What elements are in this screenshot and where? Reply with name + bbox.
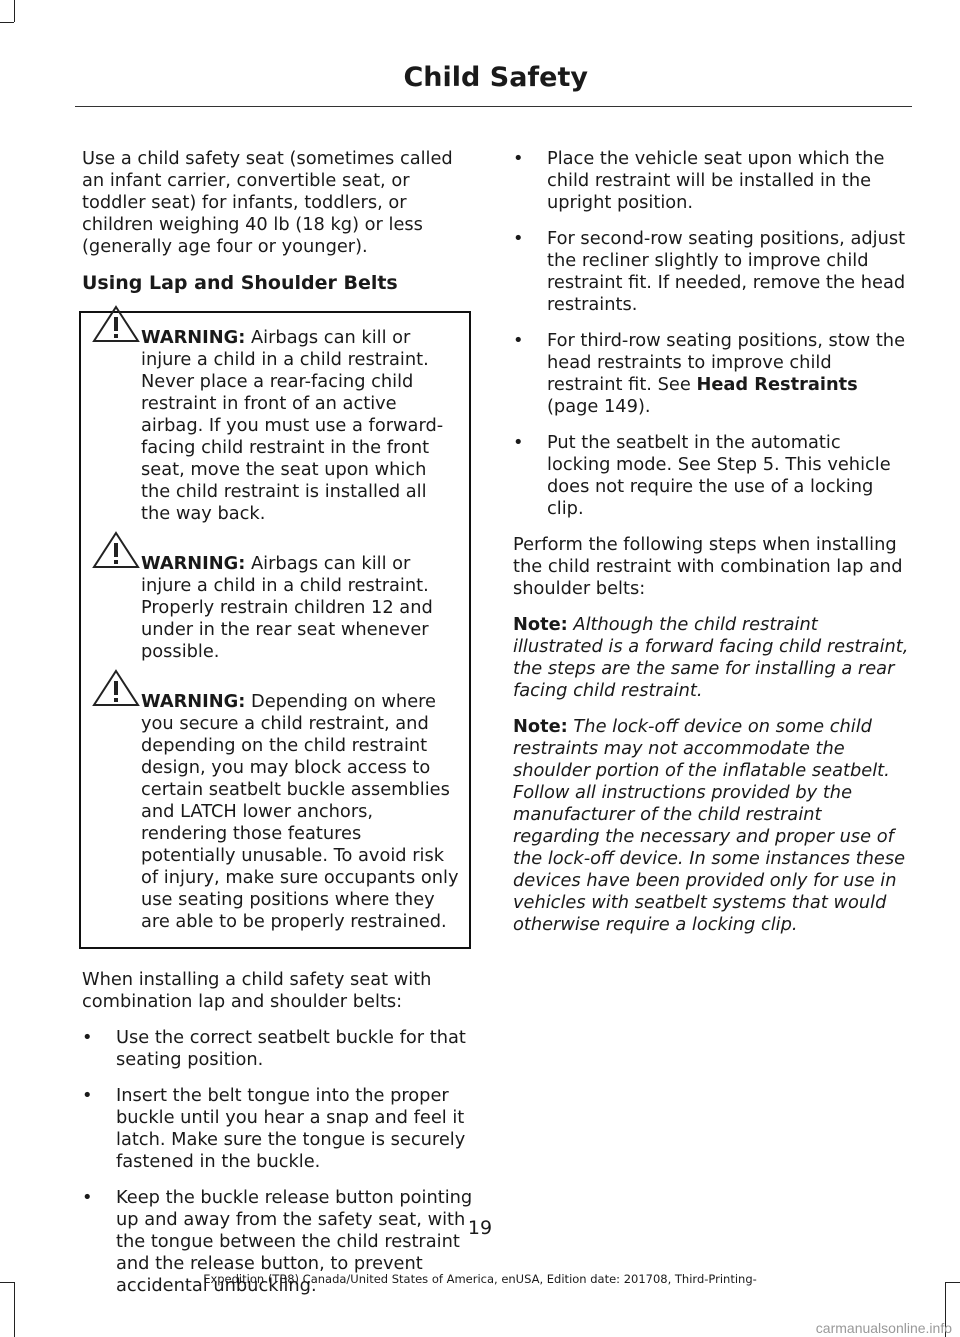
list-item: • Use the correct seatbelt buckle for that seating position.: [82, 1027, 474, 1071]
note-text: The lock-off device on some child restraints may not accommodate the shoulder portion of the inflatable seatbelt. Follow all instructions provided by the manufacturer of the child restraint regarding the necessary and proper use of the lock-off device. In some instances these devices have been provided only for use in vehicles with seatbelt systems that would otherwise require a locking clip.: [513, 716, 906, 935]
prep-bullet-list: [513, 148, 909, 520]
warning-text: Depending on where you secure a child restraint, and depending on the child restraint design, you may block access to certain seatbelt buckle assemblies and LATCH lower anchors, rendering those features potentially unusable. To avoid risk of injury, make sure occupants only use seating positions where they are able to be properly restrained.: [141, 691, 459, 932]
crop-mark-top-left: [14, 0, 15, 22]
note-2: [513, 716, 909, 936]
warning-1-body: [85, 327, 461, 525]
warning-box: [79, 311, 471, 949]
warning-3-body: [85, 691, 461, 933]
footer-edition-text: Expedition (TB8) Canada/United States of America, enUSA, Edition date: 201708, Third-Printing-: [203, 1272, 757, 1286]
watermark: carmanualsonline.info: [815, 1320, 952, 1336]
header-divider: [75, 106, 912, 107]
left-column: [82, 148, 474, 1311]
page-number: 19: [467, 1217, 493, 1239]
warning-triangle-icon: [91, 669, 141, 707]
steps-intro: Perform the following steps when installing the child restraint with combination lap and shoulder belts:: [513, 534, 903, 599]
note-text: Although the child restraint illustrated is a forward facing child restraint, the steps are the same for installing a rear facing child restraint.: [513, 614, 909, 701]
list-item: • Keep the buckle release button pointing up and away from the safety seat, with the tongue between the child restraint and the release button, to prevent accidental unbuckling.: [82, 1187, 474, 1297]
crop-mark-bottom-left: [14, 1282, 15, 1337]
note-1: [513, 614, 909, 702]
note-label: Note:: [513, 614, 568, 635]
list-item: • Place the vehicle seat upon which the child restraint will be installed in the upright position.: [513, 148, 909, 214]
warning-triangle-icon: [91, 531, 141, 569]
crop-mark-left-upper: [0, 22, 14, 23]
warning-label: WARNING:: [141, 327, 246, 348]
list-item: • For second-row seating positions, adjust the recliner slightly to improve child restraint fit. If needed, remove the head restraints.: [513, 228, 909, 316]
install-bullet-list: [82, 1027, 474, 1297]
page-title: Child Safety: [403, 62, 588, 93]
warning-2-body: [85, 553, 461, 663]
warning-label: WARNING:: [141, 553, 246, 574]
list-item: [513, 330, 909, 418]
warning-text: Airbags can kill or injure a child in a child restraint. Properly restrain children 12 and under in the rear seat whenever possible.: [141, 553, 433, 662]
warning-text: Airbags can kill or injure a child in a child restraint. Never place a rear-facing child restraint in front of an active airbag. If you must use a forward-facing child restraint in the front seat, move the seat upon which the child restraint is installed all the way back.: [141, 327, 444, 524]
section-heading: Using Lap and Shoulder Belts: [82, 272, 398, 294]
warning-3: [85, 691, 461, 933]
right-column: [513, 148, 909, 950]
head-restraints-link[interactable]: Head Restraints: [696, 374, 858, 395]
intro-paragraph: Use a child safety seat (sometimes called an infant carrier, convertible seat, or toddler seat) for infants, toddlers, or children weighing 40 lb (18 kg) or less (generally age four or younger).: [82, 148, 453, 257]
bullet-text: For third-row seating positions, stow the head restraints to improve child restraint fit. See: [547, 330, 906, 395]
warning-label: WARNING:: [141, 691, 246, 712]
install-intro: When installing a child safety seat with combination lap and shoulder belts:: [82, 969, 432, 1012]
warning-1: [85, 327, 461, 525]
list-item: • Put the seatbelt in the automatic locking mode. See Step 5. This vehicle does not require the use of a locking clip.: [513, 432, 909, 520]
bullet-text: (page 149).: [547, 396, 651, 417]
warning-triangle-icon: [91, 305, 141, 343]
note-label: Note:: [513, 716, 568, 737]
list-item: • Insert the belt tongue into the proper buckle until you hear a snap and feel it latch. Make sure the tongue is securely fastened in the buckle.: [82, 1085, 474, 1173]
warning-2: [85, 553, 461, 663]
